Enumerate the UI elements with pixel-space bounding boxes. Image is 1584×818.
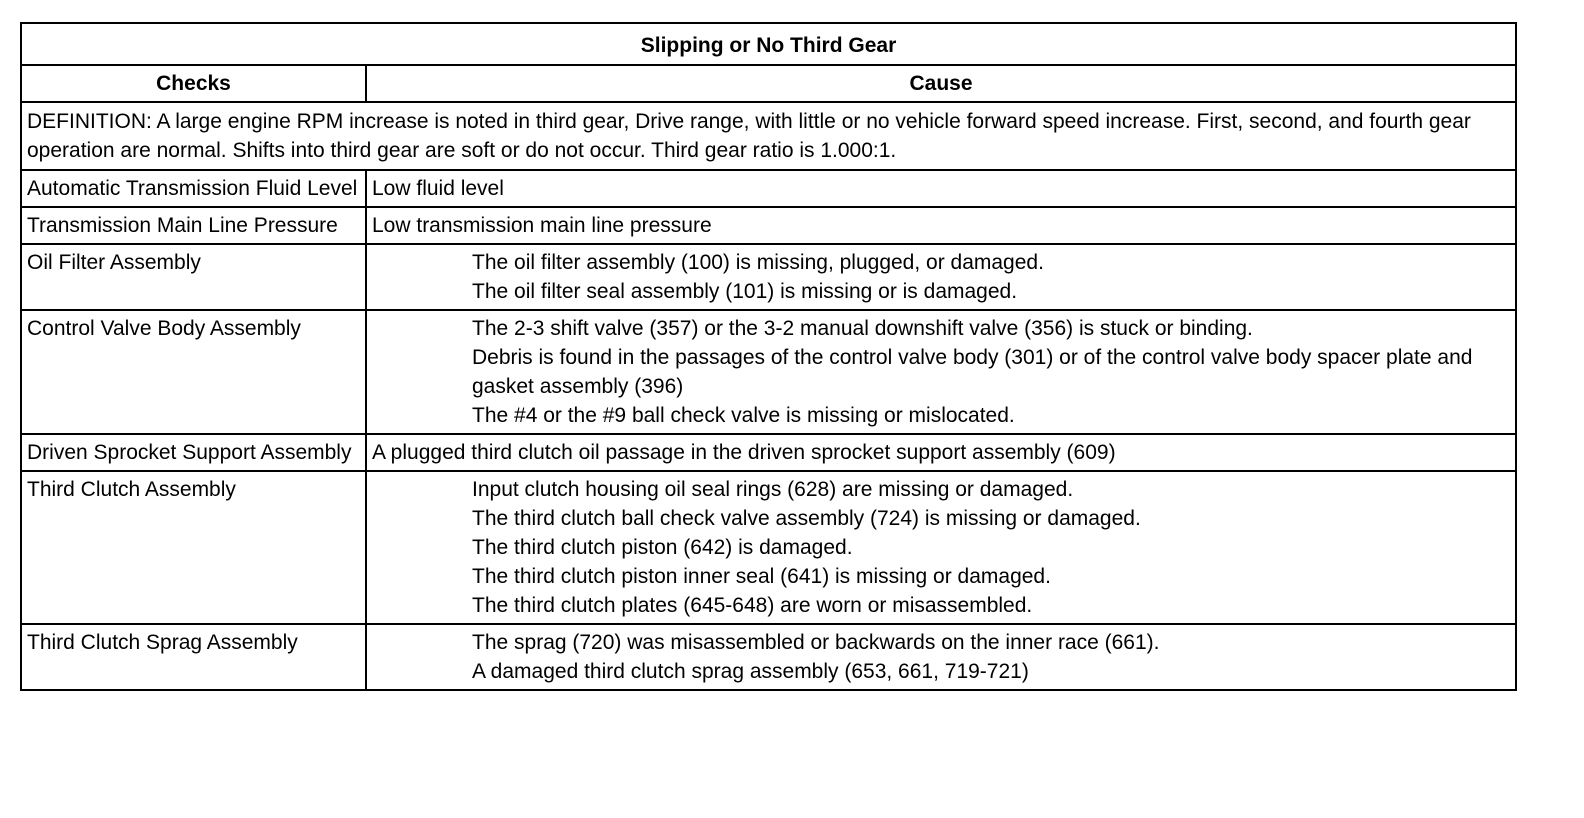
title-row	[21, 23, 1516, 65]
header-row	[21, 65, 1516, 102]
cause-item: The third clutch plates (645-648) are worn or misassembled.	[472, 594, 1033, 617]
cause-list	[372, 248, 1510, 306]
table-row	[21, 434, 1516, 471]
cause-cell	[366, 434, 1516, 471]
cause-item: The third clutch piston inner seal (641) is missing or damaged.	[472, 565, 1051, 588]
cause-cell	[366, 170, 1516, 207]
table-row	[21, 170, 1516, 207]
cause-cell	[366, 471, 1516, 624]
cause-list	[372, 628, 1510, 686]
check-cell: Oil Filter Assembly	[21, 244, 366, 310]
table-row	[21, 310, 1516, 434]
cause-list	[372, 314, 1510, 430]
cause-item: Debris is found in the passages of the control valve body (301) or of the control valve body spacer plate and gasket assembly (396)	[472, 346, 1473, 398]
diagnostic-sheet	[20, 22, 1517, 691]
cause-text: A plugged third clutch oil passage in the driven sprocket support assembly (609)	[372, 441, 1116, 464]
table-row	[21, 244, 1516, 310]
cause-cell	[366, 624, 1516, 690]
table-row	[21, 471, 1516, 624]
check-cell: Driven Sprocket Support Assembly	[21, 434, 366, 471]
check-cell: Control Valve Body Assembly	[21, 310, 366, 434]
table-row	[21, 624, 1516, 690]
check-cell: Third Clutch Assembly	[21, 471, 366, 624]
table-row	[21, 207, 1516, 244]
definition-row	[21, 102, 1516, 170]
cause-cell	[366, 310, 1516, 434]
cause-cell	[366, 244, 1516, 310]
cause-item: Input clutch housing oil seal rings (628) are missing or damaged.	[472, 478, 1074, 501]
cause-item: The #4 or the #9 ball check valve is missing or mislocated.	[472, 404, 1015, 427]
column-header-checks: Checks	[21, 65, 366, 102]
cause-item: The oil filter seal assembly (101) is missing or is damaged.	[472, 280, 1018, 303]
cause-text: Low fluid level	[372, 177, 504, 200]
diagnostic-table	[20, 22, 1517, 691]
cause-item: The oil filter assembly (100) is missing, plugged, or damaged.	[472, 251, 1044, 274]
cause-item: The third clutch piston (642) is damaged.	[472, 536, 853, 559]
cause-item: The 2-3 shift valve (357) or the 3-2 manual downshift valve (356) is stuck or binding.	[472, 317, 1253, 340]
check-cell: Third Clutch Sprag Assembly	[21, 624, 366, 690]
check-cell: Transmission Main Line Pressure	[21, 207, 366, 244]
cause-item: The third clutch ball check valve assembly (724) is missing or damaged.	[472, 507, 1141, 530]
cause-cell	[366, 207, 1516, 244]
cause-item: A damaged third clutch sprag assembly (653, 661, 719-721)	[472, 660, 1029, 683]
cause-text: Low transmission main line pressure	[372, 214, 712, 237]
table-rows	[21, 170, 1516, 690]
table-title: Slipping or No Third Gear	[21, 23, 1516, 65]
check-cell: Automatic Transmission Fluid Level	[21, 170, 366, 207]
cause-list	[372, 475, 1510, 620]
column-header-cause: Cause	[366, 65, 1516, 102]
definition-text: DEFINITION: A large engine RPM increase is noted in third gear, Drive range, with little or no vehicle forward speed increase. First, second, and fourth gear operation are normal. Shifts into third gear are soft or do not occur. Third gear ratio is 1.000:1.	[21, 102, 1516, 170]
cause-item: The sprag (720) was misassembled or backwards on the inner race (661).	[472, 631, 1160, 654]
